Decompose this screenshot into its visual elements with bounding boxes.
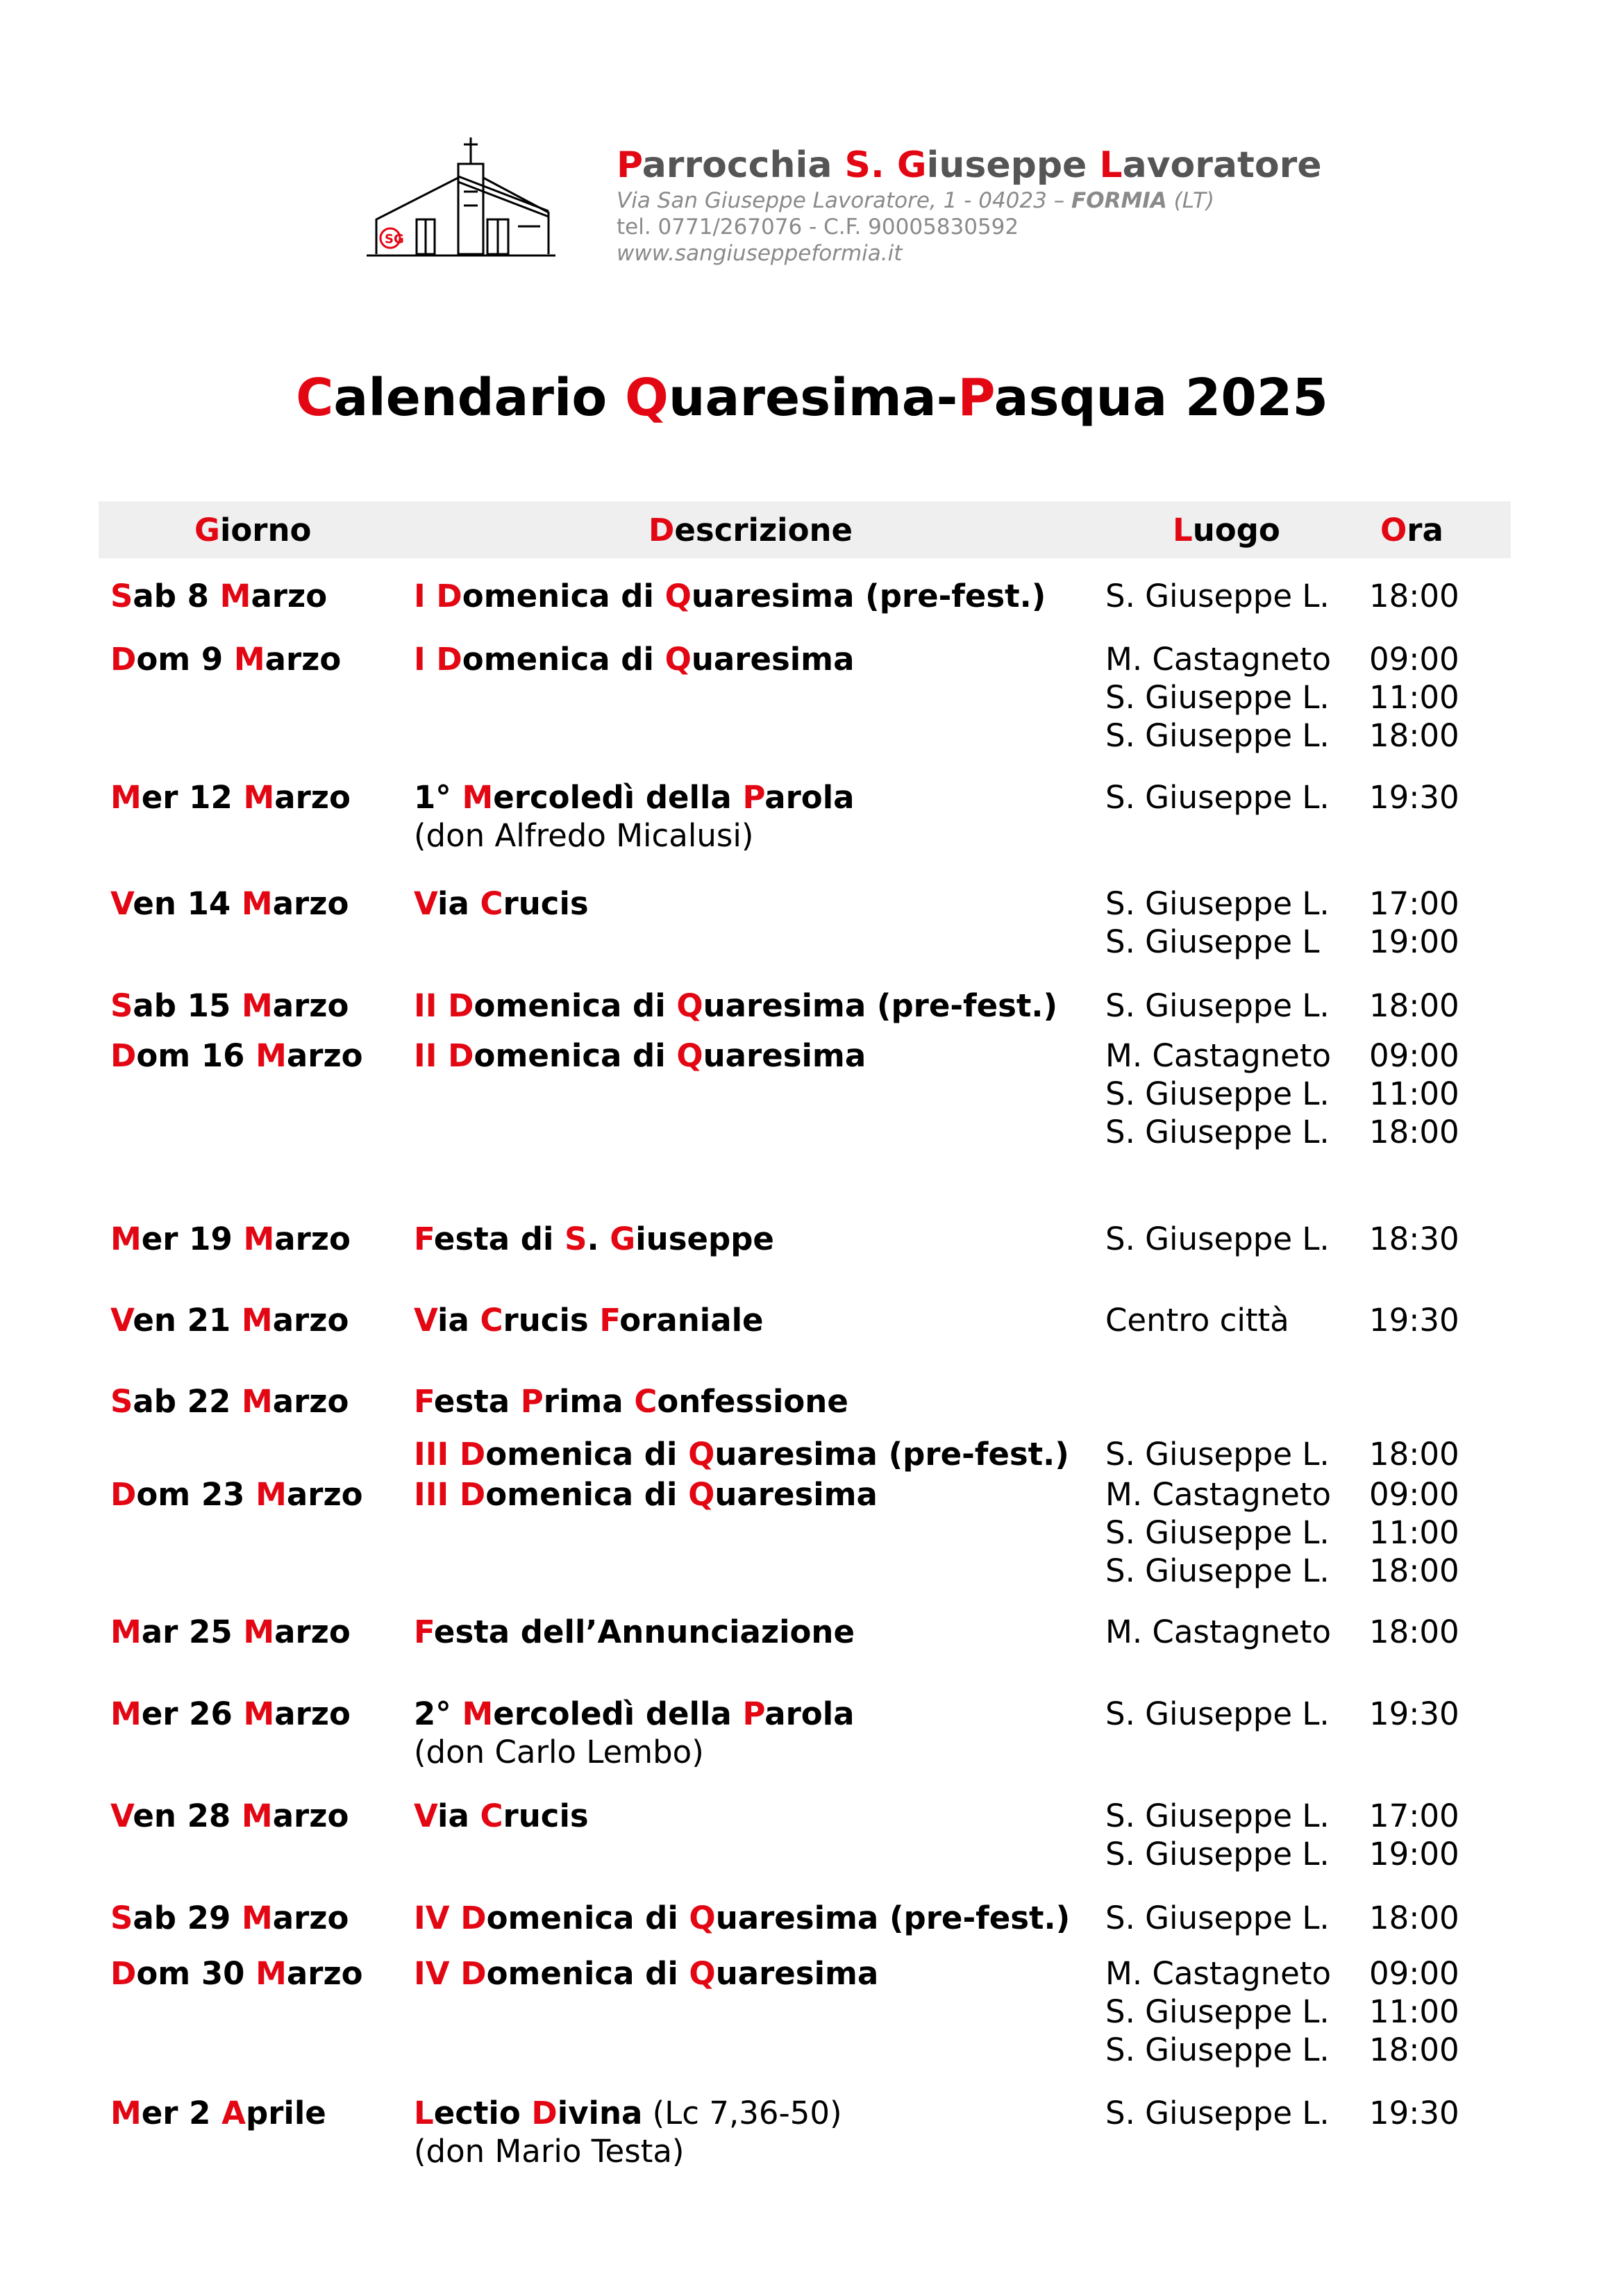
row-description: Lectio Divina (Lc 7,36-50) [414,2095,842,2131]
row-description-reference: (Lc 7,36-50) [642,2095,842,2131]
row-place: S. Giuseppe L. [1105,578,1330,614]
row-description: I Domenica di Quaresima [414,641,855,678]
row-day: Mer 12 Marzo [110,779,351,816]
row-place: S. Giuseppe L. [1105,1514,1330,1551]
row-description: Via Crucis Foraniale [414,1302,764,1339]
row-day: Sab 29 Marzo [110,1900,349,1936]
row-place: M. Castagneto [1105,1614,1332,1650]
row-day: Dom 16 Marzo [110,1037,363,1074]
row-time: 17:00 [1369,885,1459,922]
row-place: S. Giuseppe L. [1105,1552,1330,1589]
row-time: 09:00 [1369,1476,1459,1513]
row-time: 11:00 [1369,1075,1459,1112]
row-place: S. Giuseppe L. [1105,679,1330,716]
row-place: S. Giuseppe L. [1105,2031,1330,2068]
row-time: 09:00 [1369,1955,1459,1992]
row-time: 19:00 [1369,923,1459,960]
row-place: S. Giuseppe L. [1105,717,1330,754]
row-time: 18:00 [1369,987,1459,1024]
parish-info [617,143,1322,267]
row-day: Mer 26 Marzo [110,1695,351,1732]
row-day: Ven 21 Marzo [110,1302,349,1339]
row-day: Ven 28 Marzo [110,1798,349,1834]
row-day: Dom 23 Marzo [110,1476,363,1513]
row-place: M. Castagneto [1105,1955,1332,1992]
svg-text:SG: SG [385,232,404,246]
row-place: S. Giuseppe L [1105,923,1320,960]
church-logo [367,136,555,260]
row-place: S. Giuseppe L. [1105,1221,1330,1257]
row-place: S. Giuseppe L. [1105,1436,1330,1473]
row-day: Sab 22 Marzo [110,1383,349,1420]
row-description: Festa di S. Giuseppe [414,1221,774,1257]
row-place: M. Castagneto [1105,1476,1332,1513]
row-place: S. Giuseppe L. [1105,2095,1330,2131]
table-header [99,501,1511,558]
row-time: 18:00 [1369,1614,1459,1650]
row-description: Via Crucis [414,885,589,922]
column-header-place: Luogo [1173,512,1280,548]
row-place: S. Giuseppe L. [1105,1993,1330,2030]
row-time: 18:00 [1369,1552,1459,1589]
row-description: III Domenica di Quaresima (pre-fest.) [414,1436,1069,1473]
row-time: 11:00 [1369,1993,1459,2030]
row-description: I Domenica di Quaresima (pre-fest.) [414,578,1046,614]
address-city: FORMIA [1071,188,1167,213]
row-day: Mer 19 Marzo [110,1221,351,1257]
address-street: Via San Giuseppe Lavoratore, 1 - 04023 – [617,188,1072,213]
row-day: Dom 9 Marzo [110,641,342,678]
row-time: 18:00 [1369,1436,1459,1473]
row-place: S. Giuseppe L. [1105,1075,1330,1112]
column-header-day: Giorno [194,512,312,548]
row-place: S. Giuseppe L. [1105,1695,1330,1732]
row-description: 1° Mercoledì della Parola [414,779,855,816]
row-day: Mar 25 Marzo [110,1614,351,1650]
row-time: 18:00 [1369,717,1459,754]
parish-website: www.sangiuseppeformia.it [617,241,903,266]
row-description: IV Domenica di Quaresima (pre-fest.) [414,1900,1071,1936]
row-time: 19:30 [1369,2095,1459,2131]
row-day: Mer 2 Aprile [110,2095,326,2131]
row-time: 09:00 [1369,1037,1459,1074]
row-description: II Domenica di Quaresima (pre-fest.) [414,987,1058,1024]
row-note: (don Mario Testa) [414,2133,685,2170]
row-place: S. Giuseppe L. [1105,1114,1330,1150]
row-description: Festa Prima Confessione [414,1383,848,1420]
column-header-time: Ora [1380,512,1443,548]
column-header-description: Descrizione [648,512,853,548]
row-place: S. Giuseppe L. [1105,1900,1330,1936]
row-place: Centro città [1105,1302,1289,1339]
row-day: Sab 15 Marzo [110,987,349,1024]
row-time: 18:00 [1369,2031,1459,2068]
row-time: 19:30 [1369,1695,1459,1732]
row-place: S. Giuseppe L. [1105,987,1330,1024]
parish-name: Parrocchia S. Giuseppe Lavoratore [617,144,1322,186]
row-time: 18:00 [1369,1900,1459,1936]
row-time: 11:00 [1369,1514,1459,1551]
row-description: IV Domenica di Quaresima [414,1955,879,1992]
row-place: S. Giuseppe L. [1105,779,1330,816]
parish-phone: tel. 0771/267076 - C.F. 90005830592 [617,215,1019,240]
row-time: 18:00 [1369,578,1459,614]
row-note: (don Alfredo Micalusi) [414,817,754,854]
row-place: M. Castagneto [1105,641,1332,678]
row-time: 19:00 [1369,1836,1459,1872]
row-time: 11:00 [1369,679,1459,716]
row-description: III Domenica di Quaresima [414,1476,878,1513]
row-place: S. Giuseppe L. [1105,1836,1330,1872]
row-time: 18:30 [1369,1221,1459,1257]
row-day: Sab 8 Marzo [110,578,328,614]
row-place: S. Giuseppe L. [1105,885,1330,922]
row-place: S. Giuseppe L. [1105,1798,1330,1834]
row-time: 19:30 [1369,779,1459,816]
row-description: II Domenica di Quaresima [414,1037,867,1074]
row-description: Via Crucis [414,1798,589,1834]
row-time: 09:00 [1369,641,1459,678]
row-day: Dom 30 Marzo [110,1955,363,1992]
row-note: (don Carlo Lembo) [414,1734,704,1770]
row-time: 17:00 [1369,1798,1459,1834]
row-place: M. Castagneto [1105,1037,1332,1074]
parish-address [617,187,1322,214]
row-description: 2° Mercoledì della Parola [414,1695,855,1732]
row-time: 18:00 [1369,1114,1459,1150]
document-title: Calendario Quaresima-Pasqua 2025 [296,368,1328,428]
row-time: 19:30 [1369,1302,1459,1339]
address-province: (LT) [1166,188,1214,213]
row-day: Ven 14 Marzo [110,885,349,922]
row-description: Festa dell’Annunciazione [414,1614,855,1650]
